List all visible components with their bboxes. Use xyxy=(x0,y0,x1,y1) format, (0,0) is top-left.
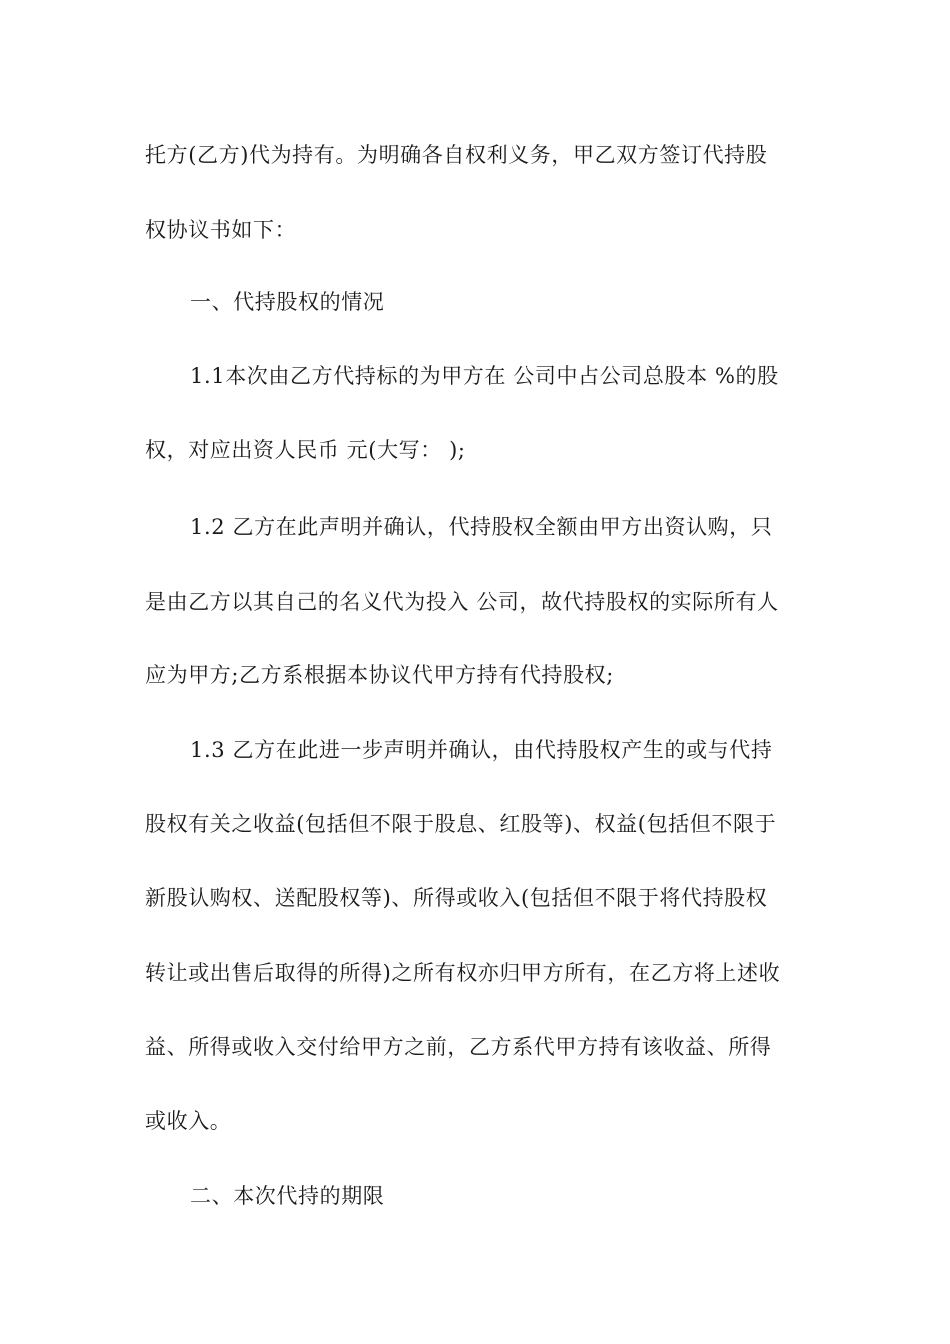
clause-1-1-line: 权，对应出资人民币 元(大写： ); xyxy=(145,438,466,462)
clause-1-3-line: 新股认购权、送配股权等)、所得或收入(包括但不限于将代持股权 xyxy=(145,886,768,910)
section-heading-2: 二、本次代持的期限 xyxy=(190,1184,385,1208)
paragraph-line: 托方(乙方)代为持有。为明确各自权利义务，甲乙双方签订代持股 xyxy=(145,143,768,167)
clause-1-3-line: 股权有关之收益(包括但不限于股息、红股等)、权益(包括但不限于 xyxy=(145,812,777,836)
clause-1-2-line: 是由乙方以其自己的名义代为投入 公司，故代持股权的实际所有人 xyxy=(145,590,779,614)
clause-1-3-line: 1.3 乙方在此进一步声明并确认，由代持股权产生的或与代持 xyxy=(190,738,773,762)
section-heading-1: 一、代持股权的情况 xyxy=(190,290,385,314)
clause-1-3-line: 益、所得或收入交付给甲方之前，乙方系代甲方持有该收益、所得 xyxy=(145,1035,772,1059)
clause-1-2-line: 应为甲方;乙方系根据本协议代甲方持有代持股权; xyxy=(145,663,614,687)
clause-1-3-line: 转让或出售后取得的所得)之所有权亦归甲方所有，在乙方将上述收 xyxy=(145,961,781,985)
paragraph-line: 权协议书如下： xyxy=(145,218,297,242)
clause-1-1-line: 1.1本次由乙方代持标的为甲方在 公司中占公司总股本 %的股 xyxy=(190,364,779,388)
clause-1-2-line: 1.2 乙方在此声明并确认，代持股权全额由甲方出资认购，只 xyxy=(190,515,773,539)
clause-1-3-line: 或收入。 xyxy=(145,1109,232,1133)
